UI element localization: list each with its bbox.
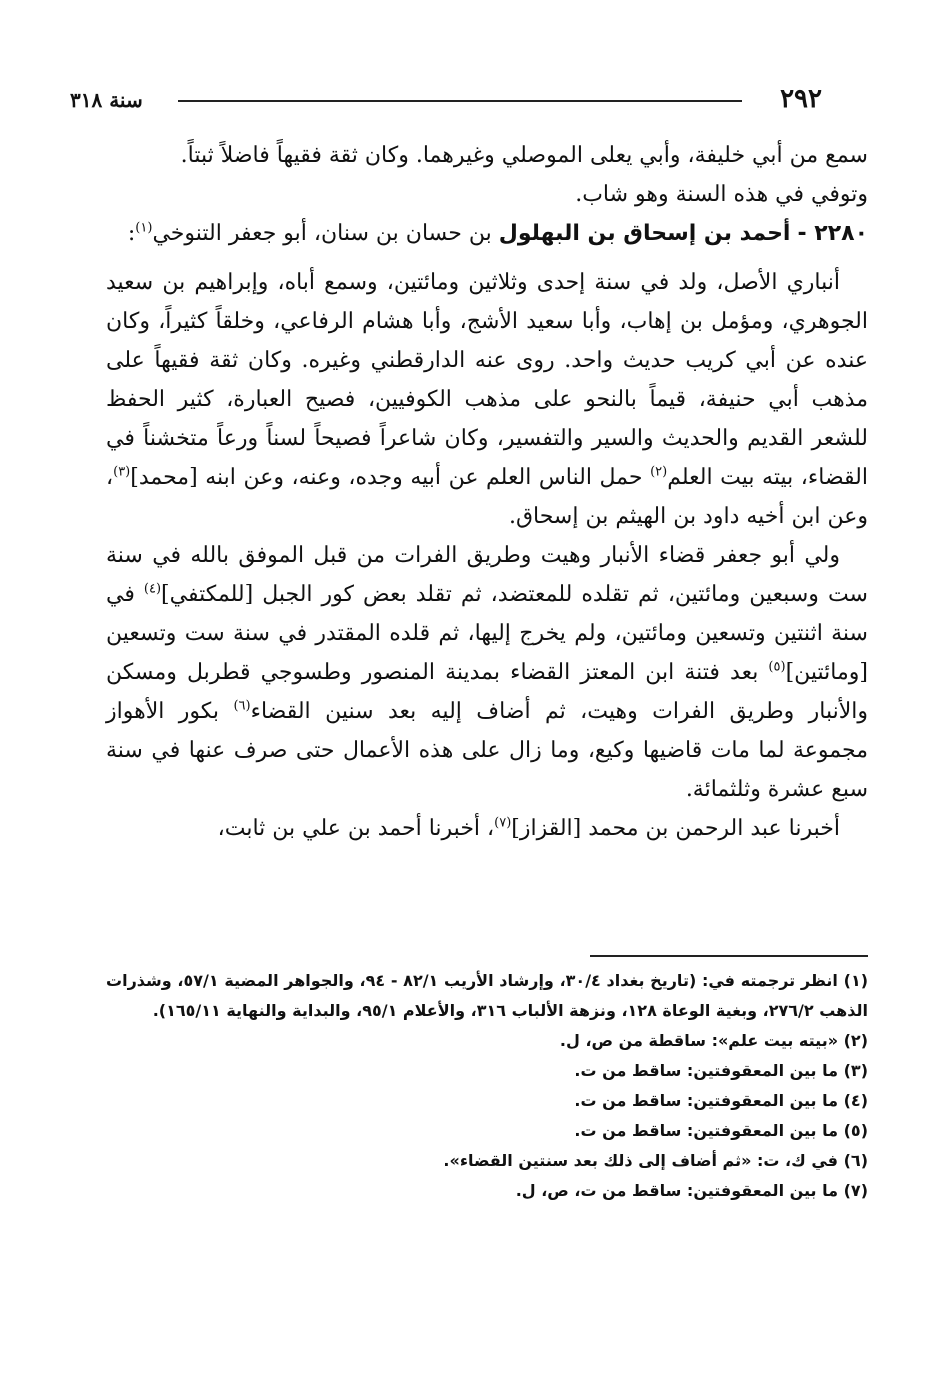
footnote-ref: (٤) <box>143 581 162 597</box>
text-run: ولي أبو جعفر قضاء الأنبار وهيت وطريق الفرات من قبل الموفق بالله في سنة ست وسبعين ومائتين، ثم تقلده للمعتضد، ثم تقلد بعض كور الجبل [للمكتفي] <box>106 543 868 607</box>
footnotes <box>106 966 868 1206</box>
paragraph <box>106 263 868 536</box>
footnote-ref: (٢) <box>650 464 668 480</box>
header-rule <box>178 100 742 102</box>
footnote: (٤) ما بين المعقوفتين: ساقط من ت. <box>574 1091 868 1110</box>
footnote: (٢) «بيته بيت علم»: ساقطة من ص، ل. <box>559 1031 868 1050</box>
text-run: ، أخبرنا أحمد بن علي بن ثابت، <box>217 816 495 841</box>
footnote: (٧) ما بين المعقوفتين: ساقط من ت، ص، ل. <box>515 1181 868 1200</box>
page-header <box>70 82 822 116</box>
text-line: وتوفي في هذه السنة وهو شاب. <box>575 182 868 207</box>
footnote: (١) انظر ترجمته في: (تاريخ بغداد ٣٠/٤، وإرشاد الأريب ٨٢/١ - ٩٤، والجواهر المضية ٥٧/١، وشذرات الذهب ٢٧٦/٢، وبغية الوعاة ١٢٨، ونزهة الألباب ٣١٦، والأعلام ٩٥/١، والبداية والنهاية ١٦٥/١١). <box>106 971 869 1020</box>
paragraph <box>106 536 868 809</box>
footnote-ref: (٧) <box>494 815 512 831</box>
text-run: بعد فتنة ابن المعتز القضاء بمدينة المنصور وطسوجي قطربل ومسكن والأنبار وطريق الفرات وهيت، ثم أضاف إليه بعد سنين القضاء <box>106 660 868 724</box>
footnote: (٥) ما بين المعقوفتين: ساقط من ت. <box>574 1121 868 1140</box>
page-number: ٢٩٢ <box>780 84 822 114</box>
entry-number: ٢٢٨٠ - <box>797 221 868 246</box>
entry-colon: : <box>127 221 136 246</box>
text-run: في سنة اثنتين وتسعين ومائتين، ولم يخرج إليها، ثم قلده المقتدر في سنة ست وتسعين [ومائتين] <box>106 582 868 685</box>
main-text <box>106 136 868 848</box>
footnote-ref: (١) <box>135 220 153 236</box>
entry-lineage: بن حسان بن سنان، أبو جعفر التنوخي <box>152 221 492 246</box>
paragraph <box>106 809 868 848</box>
text-run: أخبرنا عبد الرحمن بن محمد [القزاز] <box>511 816 840 841</box>
footnote: (٣) ما بين المعقوفتين: ساقط من ت. <box>574 1061 868 1080</box>
footnote-ref: (٦) <box>233 698 251 714</box>
text-run: بكور الأهواز مجموعة لما مات قاضيها وكيع، وما زال على هذه الأعمال حتى صرف عنها في سنة سبع عشرة وثلثمائة. <box>106 699 868 802</box>
text-run: ، وعن ابن أخيه داود بن الهيثم بن إسحاق. <box>106 465 868 529</box>
text-run: أنباري الأصل، ولد في سنة إحدى وثلاثين ومائتين، وسمع أباه، وإبراهيم بن سعيد الجوهري، ومؤمل بن إهاب، وأبا سعيد الأشج، وأبا هشام الرفاعي، وخلقاً كثيراً، وكان عنده عن أبي كريب حديث واحد. روى عنه الدارقطني وغيره. وكان ثقة فقيهاً على مذهب أبي حنيفة، قيماً بالنحو على مذهب الكوفيين، فصيح العبارة، كثير الحفظ للشعر القديم والحديث والسير والتفسير، وكان شاعراً فصيحاً لسناً ورعاً متخشناً في القضاء، بيته بيت العلم <box>106 270 868 490</box>
footnote-ref: (٣) <box>113 464 131 480</box>
entry-name: أحمد بن إسحاق بن البهلول <box>498 221 791 246</box>
footnote: (٦) في ك، ت: «ثم أضاف إلى ذلك بعد سنتين القضاء». <box>443 1151 868 1170</box>
entry-heading <box>106 214 868 253</box>
running-head: سنة ٣١٨ <box>70 88 143 112</box>
footnote-ref: (٥) <box>768 659 786 675</box>
paragraph <box>106 136 868 214</box>
text-line: سمع من أبي خليفة، وأبي يعلى الموصلي وغيرهما. وكان ثقة فقيهاً فاضلاً ثبتاً. <box>180 143 868 168</box>
text-run: حمل الناس العلم عن أبيه وجده، وعنه، وعن ابنه [محمد] <box>130 465 651 490</box>
footnote-separator <box>590 955 868 957</box>
